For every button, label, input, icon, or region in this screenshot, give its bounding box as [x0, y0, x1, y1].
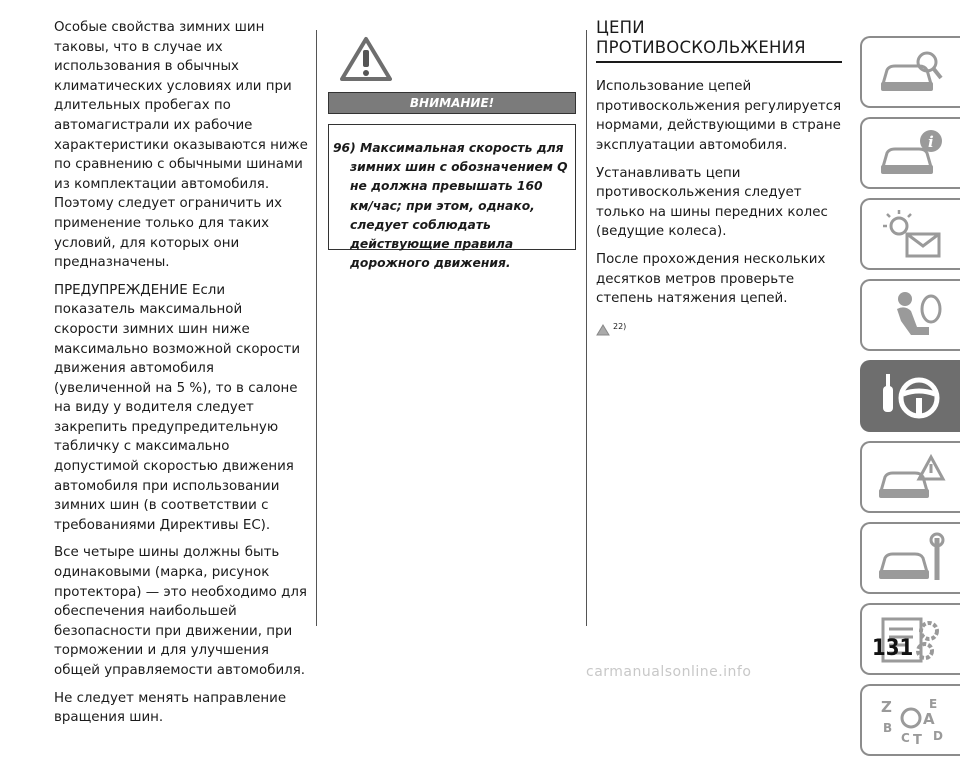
- small-warning-icon: [596, 324, 610, 336]
- airbag-passenger-icon: [875, 287, 947, 343]
- paragraph-four-tires: Все четыре шины должны быть одинаковыми (марка, рисунок протектора) — это необходимо для обеспечения наибольшей безопасности при движении, при торможении и для улучшения общей управляемости автомобиля.: [54, 545, 307, 678]
- warning-triangle-icon: [340, 36, 392, 82]
- tab-car-search[interactable]: [860, 36, 960, 108]
- tab-emergency[interactable]: [860, 441, 960, 513]
- paragraph-rotation: Не следует менять направление вращения шин.: [54, 690, 287, 726]
- warning-column: [328, 36, 576, 271]
- car-search-icon: [875, 44, 947, 100]
- paragraph-speed-warning: ПРЕДУПРЕЖДЕНИЕ Если показатель максимальной скорости зимних шин ниже максимально возможной скорости движения автомобиля (увеличенной на 5 %), то в салоне на виду у водителя следует закрепить предупредительную табличку с максимально допустимой скоростью движения автомобиля при использовании зимних шин (в соответствии с требованиями Директивы ЕС).: [54, 282, 301, 533]
- warning-lights-icon: [875, 206, 947, 262]
- tab-safety[interactable]: [860, 279, 960, 351]
- car-wrench-icon: [875, 530, 947, 586]
- warning-header: ВНИМАНИЕ!: [328, 92, 576, 114]
- svg-text:Z: Z: [881, 698, 892, 716]
- car-warning-icon: [875, 449, 947, 505]
- page-number: 131: [872, 636, 914, 661]
- svg-text:E: E: [929, 697, 938, 711]
- warning-item: 96) Максимальная скорость для зимних шин с обозначением Q не должна превышать 160 км/час; при этом, однако, следует соблюдать действующие правила дорожного движения.: [333, 141, 568, 271]
- car-info-icon: [875, 125, 947, 181]
- warning-box: [328, 124, 576, 271]
- svg-text:D: D: [933, 729, 943, 743]
- left-column: [54, 18, 310, 736]
- right-column: [596, 18, 846, 336]
- paragraph-chains-usage: Использование цепей противоскольжения регулируется нормами, действующими в стране эксплуатации автомобиля.: [596, 79, 842, 153]
- watermark: carmanualsonline.info: [586, 664, 752, 680]
- svg-text:A: A: [923, 710, 935, 728]
- section-title: ЦЕПИ ПРОТИВОСКОЛЬЖЕНИЯ: [596, 18, 842, 63]
- column-divider-left: [316, 30, 317, 626]
- column-divider-right: [586, 30, 587, 626]
- key-steering-wheel-icon: [875, 368, 947, 424]
- svg-text:T: T: [913, 733, 922, 748]
- tab-index[interactable]: [860, 684, 960, 756]
- svg-text:C: C: [901, 731, 910, 745]
- reference-note: [596, 317, 846, 337]
- tab-starting-driving[interactable]: [860, 360, 960, 432]
- svg-text:B: B: [883, 721, 893, 735]
- tab-maintenance[interactable]: [860, 522, 960, 594]
- svg-text:i: i: [928, 133, 934, 151]
- paragraph-chains-check: После прохождения нескольких десятков метров проверьте степень натяжения цепей.: [596, 251, 826, 307]
- alphabet-index-icon: [875, 692, 947, 748]
- tab-warning-lights[interactable]: [860, 198, 960, 270]
- paragraph-chains-install: Устанавливать цепи противоскольжения следует только на шины передних колес (ведущие колеса).: [596, 165, 828, 240]
- paragraph-winter-tires: Особые свойства зимних шин таковы, что в случае их использования в обычных климатических условиях или при длительных пробегах по автомагистрали их рабочие характеристики оказываются ниже по сравнению с обычными шинами из комплектации автомобиля. Поэтому следует ограничить их применение только для таких условий, для которых они предназначены.: [54, 20, 308, 271]
- tab-car-info[interactable]: [860, 117, 960, 189]
- reference-number: 22): [613, 321, 627, 331]
